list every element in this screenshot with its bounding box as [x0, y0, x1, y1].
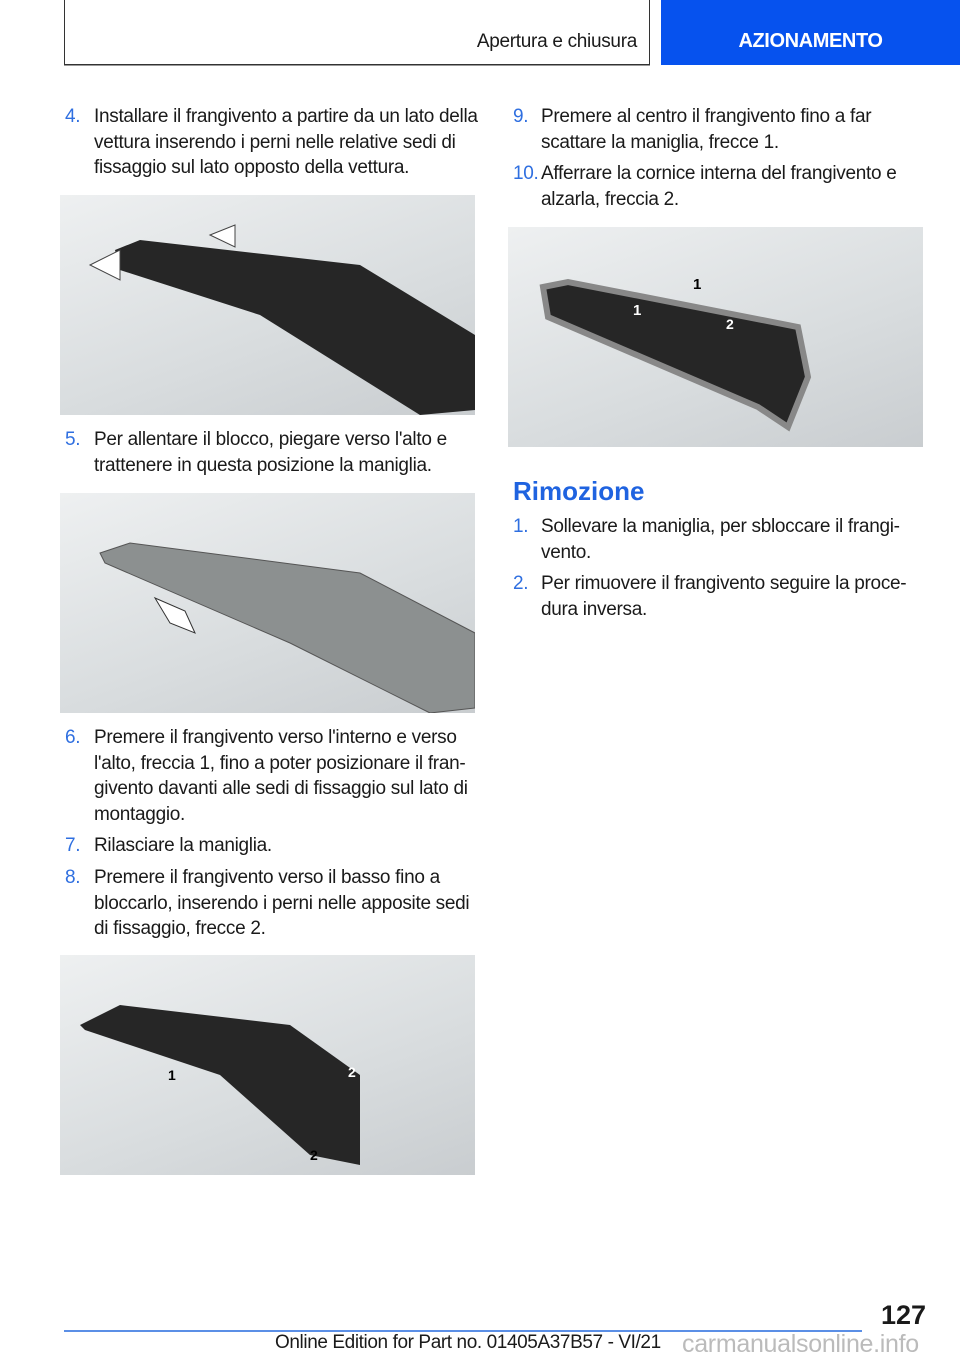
step-7	[65, 833, 485, 859]
step-text: Sollevare la maniglia, per sbloccare il frangivento.	[541, 516, 900, 563]
step-text: Afferrare la cornice interna del frangivento e alzarla, freccia 2.	[541, 163, 897, 210]
figure-remove-frame	[508, 227, 923, 447]
arrow-label: 1	[168, 1067, 176, 1083]
section-title: Apertura e chiusura	[476, 31, 637, 52]
removal-step-2	[513, 571, 933, 622]
step-4	[65, 104, 485, 181]
step-8	[65, 865, 485, 942]
step-text: Premere al centro il frangivento fino a far scattare la maniglia, frecce 1.	[541, 106, 872, 153]
arrow-label: 2	[726, 316, 734, 332]
step-text: Per rimuovere il frangivento seguire la procedura inversa.	[541, 573, 907, 620]
arrow-label: 2	[348, 1064, 356, 1080]
step-number: 7.	[65, 835, 81, 856]
edition-text: Online Edition for Part no. 01405A37B57 - VI/21	[275, 1332, 661, 1353]
step-text: Premere il frangivento verso l'interno e verso l'alto, freccia 1, fino a poter posizionare il frangivento davanti alle sedi di fissaggio sul lato di montaggio.	[94, 727, 468, 825]
removal-step-1	[513, 514, 933, 565]
step-number: 1.	[513, 516, 529, 537]
step-number: 2.	[513, 573, 529, 594]
step-5	[65, 427, 485, 478]
step-6	[65, 725, 485, 827]
figure-lock	[60, 955, 475, 1175]
step-number: 10.	[513, 163, 539, 184]
windscreen-shape	[80, 1005, 360, 1165]
arrow-label: 1	[693, 276, 702, 293]
windscreen-shape	[100, 543, 475, 713]
arrow-label: 2	[310, 1147, 318, 1163]
step-text: Rilasciare la maniglia.	[94, 835, 272, 856]
step-number: 9.	[513, 106, 529, 127]
step-text: Installare il frangivento a partire da un lato della vettura inserendo i perni nelle relative sedi di fissaggio sul lato opposto della vettura.	[94, 106, 478, 178]
step-number: 4.	[65, 106, 81, 127]
header-box	[64, 0, 650, 65]
step-number: 5.	[65, 429, 81, 450]
step-9	[513, 104, 933, 155]
figure-handle	[60, 493, 475, 713]
step-number: 8.	[65, 867, 81, 888]
page-number: 127	[880, 1300, 926, 1330]
step-number: 6.	[65, 727, 81, 748]
step-10	[513, 161, 933, 212]
step-text: Per allentare il blocco, piegare verso l'alto e trattenere in questa posizione la maniglia.	[94, 429, 447, 476]
step-text: Premere il frangivento verso il basso fino a bloccarlo, inserendo i perni nelle apposite sedi di fissaggio, frecce 2.	[94, 867, 470, 939]
arrow-label: 1	[633, 302, 642, 319]
watermark: carmanualsonline.info	[682, 1330, 919, 1358]
figure-install	[60, 195, 475, 415]
arrow-icon	[155, 598, 195, 633]
windscreen-shape	[543, 282, 808, 427]
windscreen-shape	[115, 240, 475, 415]
section-heading-removal: Rimozione	[513, 476, 645, 506]
chapter-tab: AZIONAMENTO	[661, 0, 960, 65]
